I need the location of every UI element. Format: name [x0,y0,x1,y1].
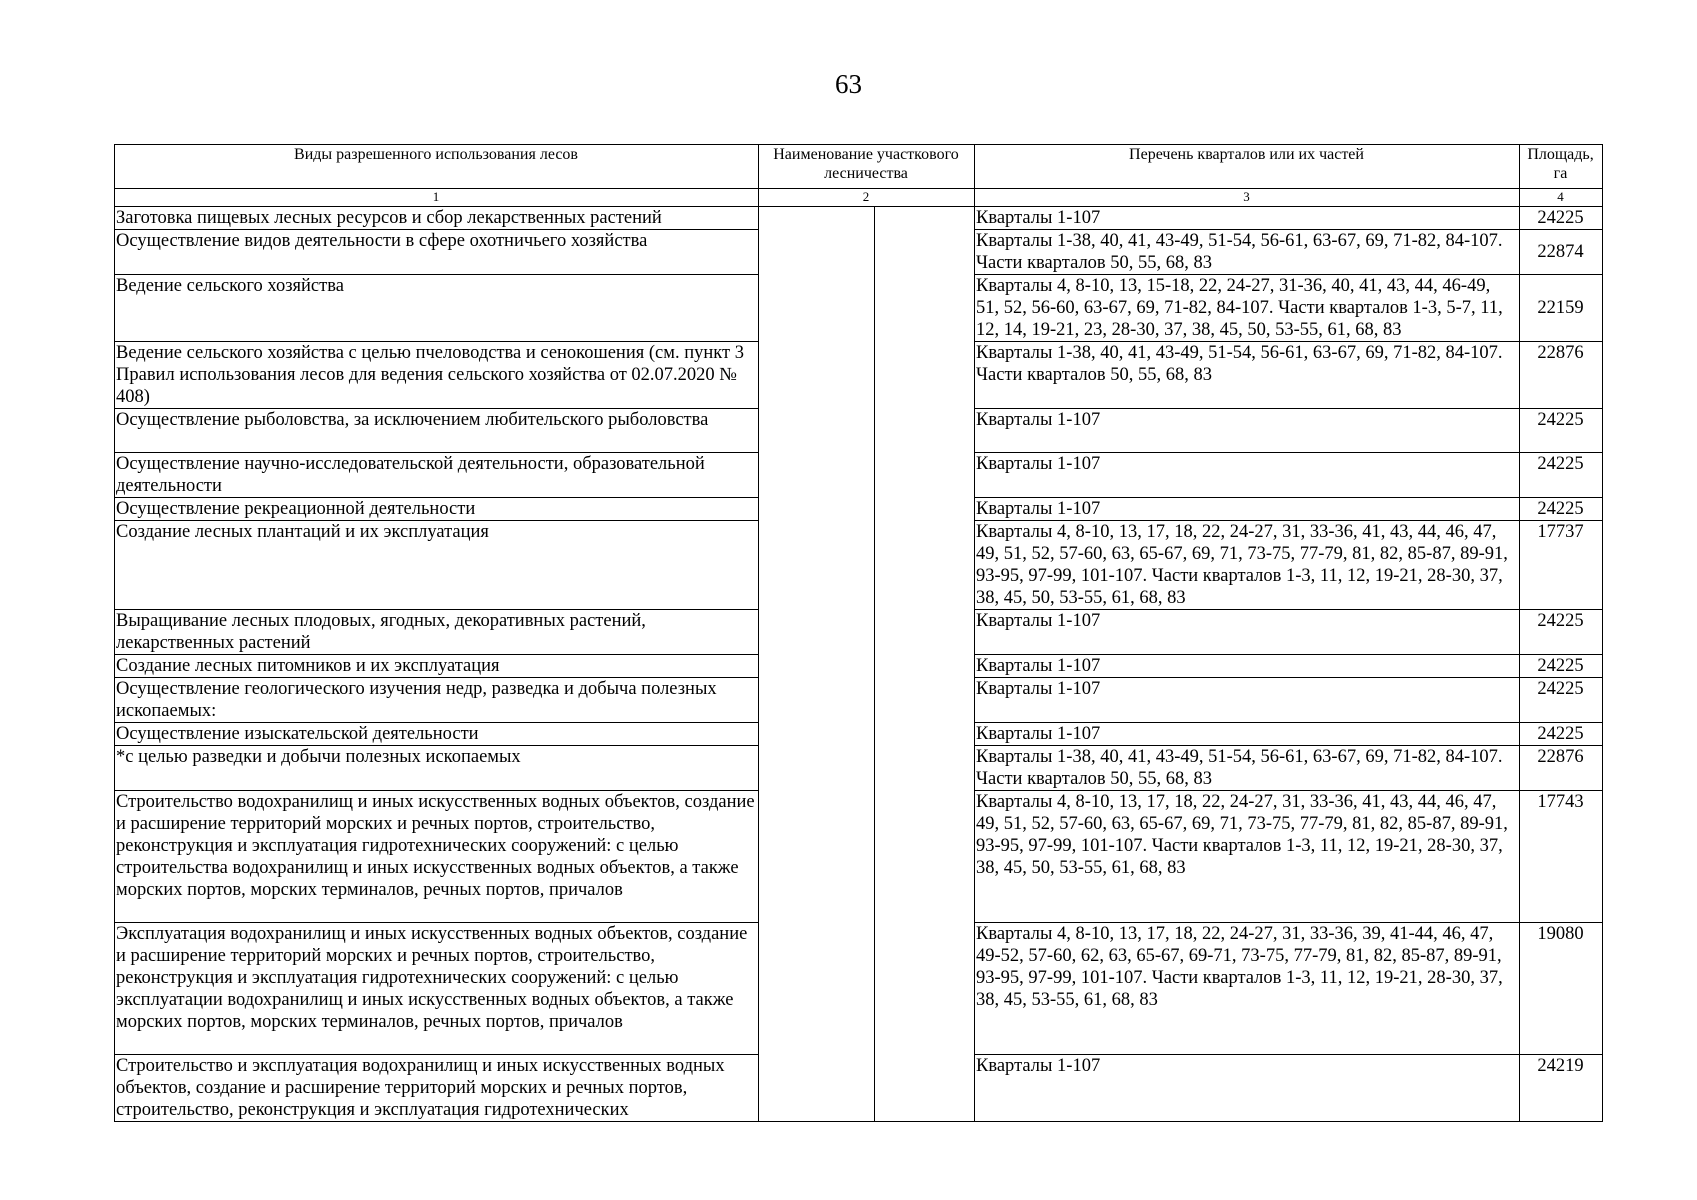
quarters-cell: Кварталы 1-38, 40, 41, 43-49, 51-54, 56-61, 63-67, 69, 71-82, 84-107. Части кварталов 50, 55, 68, 83 [975,746,1520,791]
table-row [115,409,1603,453]
area-cell: 24225 [1520,610,1603,655]
use-type-cell: Осуществление рыболовства, за исключением любительского рыболовства [115,409,759,453]
use-type-cell: Создание лесных питомников и их эксплуатация [115,655,759,678]
use-type-cell: Осуществление изыскательской деятельности [115,723,759,746]
quarters-cell: Кварталы 1-107 [975,1055,1520,1122]
use-type-cell: Эксплуатация водохранилищ и иных искусственных водных объектов, создание и расширение территорий морских и речных портов, строительство, реконструкция и эксплуатация гидротехнических сооружений: с целью эксплуатации водохранилищ и иных искусственных водных объектов, а также морских портов, морских терминалов, речных портов, причалов [115,923,759,1055]
area-cell: 24219 [1520,1055,1603,1122]
area-cell: 24225 [1520,723,1603,746]
table-row [115,453,1603,498]
header-quarters: Перечень кварталов или их частей [975,145,1520,189]
area-cell: 19080 [1520,923,1603,1055]
quarters-cell: Кварталы 4, 8-10, 13, 17, 18, 22, 24-27, 31, 33-36, 41, 43, 44, 46, 47, 49, 51, 52, 57-60, 63, 65-67, 69, 71, 73-75, 77-79, 81, 82, 85-87, 89-91, 93-95, 97-99, 101-107. Части кварталов 1-3, 11, 12, 19-21, 28-30, 37, 38, 45, 50, 53-55, 61, 68, 83 [975,791,1520,923]
quarters-cell: Кварталы 1-38, 40, 41, 43-49, 51-54, 56-61, 63-67, 69, 71-82, 84-107. Части кварталов 50, 55, 68, 83 [975,342,1520,409]
header-use-types: Виды разрешенного использования лесов [115,145,759,189]
use-type-cell: Строительство водохранилищ и иных искусственных водных объектов, создание и расширение территорий морских и речных портов, строительство, реконструкция и эксплуатация гидротехнических сооружений: с целью строительства водохранилищ и иных искусственных водных объектов, а также морских портов, морских терминалов, речных портов, причалов [115,791,759,923]
district-cell-blank [875,275,975,342]
district-cell-blank [875,498,975,521]
quarters-cell: Кварталы 1-107 [975,610,1520,655]
quarters-cell: Кварталы 4, 8-10, 13, 17, 18, 22, 24-27, 31, 33-36, 39, 41-44, 46, 47, 49-52, 57-60, 62, 63, 65-67, 69-71, 73-75, 77-79, 81, 82, 85-87, 89-91, 93-95, 97-99, 101-107. Части кварталов 1-3, 11, 12, 19-21, 28-30, 37, 38, 45, 53-55, 61, 68, 83 [975,923,1520,1055]
table-row [115,610,1603,655]
district-cell-blank [875,723,975,746]
table-row [115,498,1603,521]
quarters-cell: Кварталы 1-107 [975,498,1520,521]
table-row [115,655,1603,678]
column-number-row [115,189,1603,207]
area-cell: 24225 [1520,207,1603,230]
use-type-cell: Осуществление геологического изучения недр, разведка и добыча полезных ископаемых: [115,678,759,723]
use-type-cell: Осуществление научно-исследовательской деятельности, образовательной деятельности [115,453,759,498]
table-row [115,746,1603,791]
district-cell-blank [875,791,975,923]
district-cell-blank [875,521,975,610]
use-type-cell: Создание лесных плантаций и их эксплуатация [115,521,759,610]
district-cell-blank [875,610,975,655]
column-number: 1 [115,189,759,207]
district-cell [759,453,875,498]
area-cell: 22876 [1520,342,1603,409]
district-cell-blank [875,342,975,409]
district-cell [759,746,875,791]
quarters-cell: Кварталы 1-107 [975,723,1520,746]
use-type-cell: *с целью разведки и добычи полезных ископаемых [115,746,759,791]
quarters-cell: Кварталы 4, 8-10, 13, 17, 18, 22, 24-27, 31, 33-36, 41, 43, 44, 46, 47, 49, 51, 52, 57-60, 63, 65-67, 69, 71, 73-75, 77-79, 81, 82, 85-87, 89-91, 93-95, 97-99, 101-107. Части кварталов 1-3, 11, 12, 19-21, 28-30, 37, 38, 45, 50, 53-55, 61, 68, 83 [975,521,1520,610]
table-row [115,207,1603,230]
header-area: Площадь, га [1520,145,1603,189]
district-cell [759,1055,875,1122]
district-cell [759,409,875,453]
district-cell [759,342,875,409]
table-row [115,723,1603,746]
district-cell [759,678,875,723]
area-cell: 24225 [1520,678,1603,723]
district-cell-blank [875,207,975,230]
area-cell: 17743 [1520,791,1603,923]
district-cell [759,610,875,655]
district-cell [759,655,875,678]
table-row [115,678,1603,723]
quarters-cell: Кварталы 1-107 [975,655,1520,678]
table-row [115,230,1603,275]
area-cell: 24225 [1520,409,1603,453]
district-cell-blank [875,1055,975,1122]
district-cell-blank [875,678,975,723]
table-row [115,923,1603,1055]
quarters-cell: Кварталы 1-38, 40, 41, 43-49, 51-54, 56-61, 63-67, 69, 71-82, 84-107. Части кварталов 50, 55, 68, 83 [975,230,1520,275]
page-number: 63 [835,69,862,99]
use-type-cell: Осуществление рекреационной деятельности [115,498,759,521]
area-cell: 24225 [1520,498,1603,521]
district-cell [759,923,875,1055]
district-cell [759,207,875,230]
forest-use-table [114,144,1603,1122]
table-row [115,275,1603,342]
header-district: Наименование участкового лесничества [759,145,975,189]
district-cell [759,791,875,923]
district-cell-blank [875,453,975,498]
quarters-cell: Кварталы 1-107 [975,678,1520,723]
district-cell-blank [875,923,975,1055]
district-cell [759,723,875,746]
column-number: 4 [1520,189,1603,207]
district-cell [759,521,875,610]
table-row [115,791,1603,923]
column-number: 2 [759,189,975,207]
district-cell-blank [875,746,975,791]
district-cell [759,498,875,521]
quarters-cell: Кварталы 1-107 [975,207,1520,230]
area-cell: 24225 [1520,655,1603,678]
column-number: 3 [975,189,1520,207]
district-cell-blank [875,655,975,678]
table-header-row [115,145,1603,189]
use-type-cell: Осуществление видов деятельности в сфере охотничьего хозяйства [115,230,759,275]
district-cell-blank [875,409,975,453]
district-cell [759,275,875,342]
use-type-cell: Ведение сельского хозяйства [115,275,759,342]
table-row [115,521,1603,610]
district-cell-blank [875,230,975,275]
use-type-cell: Выращивание лесных плодовых, ягодных, декоративных растений, лекарственных растений [115,610,759,655]
quarters-cell: Кварталы 4, 8-10, 13, 15-18, 22, 24-27, 31-36, 40, 41, 43, 44, 46-49, 51, 52, 56-60, 63-67, 69, 71-82, 84-107. Части кварталов 1-3, 5-7, 11, 12, 14, 19-21, 23, 28-30, 37, 38, 45, 50, 53-55, 61, 68, 83 [975,275,1520,342]
use-type-cell: Строительство и эксплуатация водохранилищ и иных искусственных водных объектов, создание и расширение территорий морских и речных портов, строительство, реконструкция и эксплуатация гидротехнических [115,1055,759,1122]
area-cell: 22876 [1520,746,1603,791]
table-row [115,342,1603,409]
area-cell: 24225 [1520,453,1603,498]
use-type-cell: Заготовка пищевых лесных ресурсов и сбор лекарственных растений [115,207,759,230]
quarters-cell: Кварталы 1-107 [975,453,1520,498]
area-cell: 17737 [1520,521,1603,610]
district-cell [759,230,875,275]
table-row [115,1055,1603,1122]
use-type-cell: Ведение сельского хозяйства с целью пчеловодства и сенокошения (см. пункт 3 Правил использования лесов для ведения сельского хозяйства от 02.07.2020 № 408) [115,342,759,409]
area-cell: 22874 [1520,230,1603,275]
quarters-cell: Кварталы 1-107 [975,409,1520,453]
area-cell: 22159 [1520,275,1603,342]
